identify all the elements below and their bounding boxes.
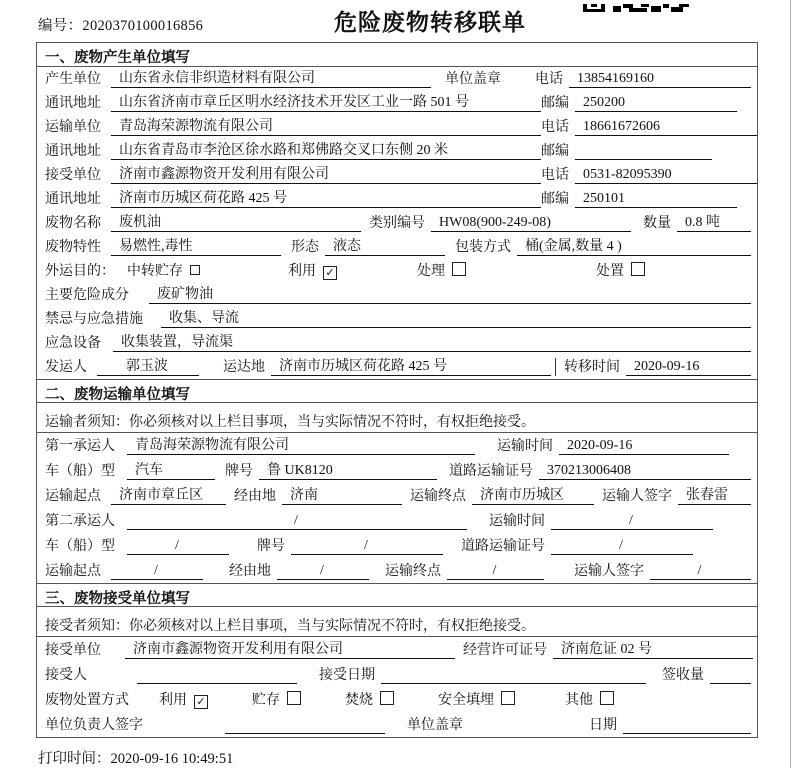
field-label: 运输时间: [497, 439, 553, 454]
field-label: 邮编: [541, 96, 569, 111]
field-value: 济南危证 02 号: [553, 641, 753, 659]
row-first-vehicle: [37, 458, 757, 483]
field-label: 车（船）型: [45, 539, 115, 554]
field-value: [137, 668, 297, 684]
row-second-vehicle: [37, 533, 757, 558]
field-value: 郭玉波: [97, 358, 199, 376]
field-label: 邮编: [541, 144, 569, 159]
option-label: 利用: [288, 264, 316, 279]
serial-number: 2020370100016856: [82, 18, 204, 34]
checkbox-option: [565, 691, 614, 709]
field-value: 济南市章丘区: [111, 487, 226, 505]
field-label: 牌号: [225, 464, 253, 479]
field-value: 13854169160: [569, 70, 751, 88]
field-label: 经由地: [229, 564, 271, 579]
field-value: 370213006408: [539, 462, 751, 480]
checkbox-icon: [600, 691, 614, 705]
field-value: /: [111, 562, 203, 580]
row-transporter-address: [37, 139, 757, 163]
field-value: 废矿物油: [149, 286, 751, 304]
row-accept-person: [37, 662, 757, 687]
row-producer: [37, 67, 757, 91]
checkbox-icon: [380, 691, 394, 705]
field-label: 通讯地址: [45, 144, 101, 159]
section-3-title: 三、废物接受单位填写: [37, 583, 757, 607]
field-label: 签收量: [662, 668, 704, 683]
document-serial: [38, 14, 203, 35]
field-label: 电话: [541, 120, 569, 135]
field-label: 包装方式: [455, 240, 511, 255]
field-label: 车（船）型: [45, 464, 115, 479]
qr-code-icon: [583, 0, 690, 9]
field-label: 运输单位: [45, 120, 101, 135]
checkbox-icon: [501, 691, 515, 705]
field-label: 经营许可证号: [463, 643, 547, 658]
field-value: 济南市历城区: [472, 487, 594, 505]
field-value: /: [291, 537, 443, 555]
field-label: 接受人: [45, 668, 87, 683]
seal-label: 单位盖章: [407, 718, 463, 733]
section-2-title: 二、废物运输单位填写: [37, 379, 757, 403]
field-value: 山东省济南市章丘区明水经济技术开发区工业一路 501 号: [111, 94, 541, 112]
option-label: 处理: [417, 264, 445, 279]
field-value: 收集、导流: [161, 310, 751, 328]
field-value: HW08(900-249-08): [431, 214, 631, 232]
field-label: 经由地: [234, 489, 276, 504]
row-producer-address: [37, 91, 757, 115]
phone-group: [535, 70, 751, 88]
checkbox-option: [252, 691, 301, 709]
row-first-carrier: [37, 433, 757, 458]
field-value: /: [127, 537, 229, 555]
checkbox-option: [438, 691, 515, 709]
field-value: 0531-82095390: [575, 166, 757, 184]
field-label: 禁忌与应急措施: [45, 312, 143, 327]
field-label: 邮编: [541, 192, 569, 207]
field-label: 运输终点: [410, 489, 466, 504]
field-label: 日期: [589, 718, 617, 733]
field-label: 运输人签字: [574, 564, 644, 579]
row-accept-unit: [37, 637, 757, 662]
checkbox-icon: [190, 265, 200, 275]
checkbox-option: [345, 691, 394, 709]
field-value: 鲁 UK8120: [259, 462, 437, 480]
option-label: 安全填埋: [438, 693, 494, 708]
field-label: 接受单位: [45, 168, 101, 183]
option-label: 焚烧: [345, 693, 373, 708]
field-value: [623, 718, 751, 734]
row-waste-name: [37, 211, 757, 235]
field-label: 单位负责人签字: [45, 718, 143, 733]
option-label: 中转贮存: [127, 264, 183, 279]
field-value: 液态: [325, 238, 445, 256]
field-label: 产生单位: [45, 72, 101, 87]
field-value: [225, 718, 385, 734]
field-label: 电话: [541, 168, 569, 183]
zip-group: [541, 190, 757, 208]
row-second-carrier: [37, 508, 757, 533]
checkbox-option: [288, 263, 337, 280]
page-title: 危险废物转移联单: [334, 10, 526, 35]
print-time-label: 打印时间：: [38, 751, 111, 767]
field-value: /: [650, 562, 751, 580]
field-value: 废机油: [111, 214, 361, 232]
field-value: 250200: [575, 94, 737, 112]
transfer-manifest-form: [36, 42, 758, 738]
row-receiver: [37, 163, 757, 187]
field-label: 废物名称: [45, 216, 101, 231]
field-value: /: [127, 512, 467, 530]
transporter-notice: 运输者须知：你必须核对以上栏目事项，当与实际情况不符时，有权拒绝接受。: [37, 403, 757, 433]
field-label: 运输时间: [489, 514, 545, 529]
field-label: 主要危险成分: [45, 288, 129, 303]
field-label: 第一承运人: [45, 439, 115, 454]
row-transporter: [37, 115, 757, 139]
cell-divider: [555, 358, 556, 376]
field-value: 汽车: [127, 462, 215, 480]
field-value: /: [447, 562, 544, 580]
row-dispatcher: [37, 355, 757, 379]
field-value: 济南市历城区荷花路 425 号: [111, 190, 541, 208]
field-value: [710, 668, 751, 684]
option-label: 其他: [565, 693, 593, 708]
serial-label: 编号：: [38, 18, 83, 34]
row-emergency-equipment: [37, 331, 757, 355]
checkbox-icon: [452, 262, 466, 276]
field-label: 类别编号: [369, 216, 425, 231]
option-label: 处置: [596, 264, 624, 279]
field-value: 张春雷: [678, 487, 751, 505]
row-first-route: [37, 483, 757, 508]
field-label: 道路运输证号: [449, 464, 533, 479]
field-label: 运输起点: [45, 489, 101, 504]
checkbox-option: [127, 263, 200, 280]
checkbox-option: [596, 262, 645, 280]
field-label: 接受日期: [319, 668, 375, 683]
checkbox-icon: [631, 262, 645, 276]
option-label: 贮存: [252, 693, 280, 708]
page-edge-divider: [790, 0, 791, 768]
field-label: 发运人: [45, 360, 87, 375]
field-value: 2020-09-16: [626, 358, 751, 376]
field-label: 道路运输证号: [461, 539, 545, 554]
field-value: 桶(金属,数量 4 ): [517, 238, 751, 256]
field-value: /: [551, 512, 713, 530]
checkbox-icon: [287, 691, 301, 705]
field-value: 收集装置，导流渠: [113, 334, 751, 352]
field-value: 2020-09-16: [559, 437, 729, 455]
field-label: 应急设备: [45, 336, 101, 351]
field-label: 运输起点: [45, 564, 101, 579]
row-second-route: [37, 558, 757, 583]
field-label: 第二承运人: [45, 514, 115, 529]
field-value: /: [551, 537, 693, 555]
row-receiver-address: [37, 187, 757, 211]
field-label: 牌号: [257, 539, 285, 554]
print-time-value: 2020-09-16 10:49:51: [110, 751, 234, 767]
field-label: 废物特性: [45, 240, 101, 255]
zip-group: [541, 143, 757, 160]
checkbox-option: [417, 262, 466, 280]
qr-code-fragment: [583, 4, 690, 13]
field-label: 运输人签字: [602, 489, 672, 504]
receiver-notice: 接受者须知：你必须核对以上栏目事项，当与实际情况不符时，有权拒绝接受。: [37, 607, 757, 637]
print-time: [38, 747, 233, 768]
field-label: 运输终点: [385, 564, 441, 579]
checkbox-option: [159, 692, 208, 709]
row-waste-character: [37, 235, 757, 259]
seal-label: 单位盖章: [445, 72, 501, 87]
field-label: 形态: [291, 240, 319, 255]
field-label: 运达地: [223, 360, 265, 375]
field-label: 外运目的：: [45, 264, 115, 279]
row-disposal-method: [37, 687, 757, 712]
field-value: 济南市鑫源物资开发利用有限公司: [111, 166, 541, 184]
field-value: 18661672606: [575, 118, 757, 136]
zip-group: [541, 94, 757, 112]
checkbox-icon: ✓: [194, 695, 208, 709]
field-value: 济南市历城区荷花路 425 号: [271, 358, 551, 376]
section-1-title: 一、废物产生单位填写: [37, 43, 757, 67]
row-responsible-signature: [37, 712, 757, 737]
field-value: [575, 144, 712, 160]
field-label: 电话: [535, 72, 563, 87]
field-value: [381, 668, 646, 684]
row-hazard-component: [37, 283, 757, 307]
field-value: 青岛海荣源物流有限公司: [111, 118, 541, 136]
field-value: /: [277, 562, 369, 580]
option-label: 利用: [159, 693, 187, 708]
row-transfer-purpose: [37, 259, 757, 283]
field-label: 通讯地址: [45, 96, 101, 111]
phone-group: [541, 118, 757, 136]
field-label: 通讯地址: [45, 192, 101, 207]
phone-group: [541, 166, 757, 184]
row-emergency-measures: [37, 307, 757, 331]
field-value: 山东省青岛市李沧区徐水路和郑佛路交叉口东侧 20 米: [111, 142, 541, 160]
field-value: 青岛海荣源物流有限公司: [127, 437, 475, 455]
field-label: 接受单位: [45, 643, 101, 658]
field-value: 0.8 吨: [677, 214, 751, 232]
checkbox-icon: ✓: [323, 266, 337, 280]
field-label: 数量: [643, 216, 671, 231]
field-label: 转移时间: [564, 360, 620, 375]
field-label: 废物处置方式: [45, 693, 129, 708]
field-value: 山东省永信非织造材料有限公司: [111, 70, 431, 88]
field-value: 250101: [575, 190, 737, 208]
field-value: 济南: [282, 487, 402, 505]
field-value: 易燃性,毒性: [111, 238, 281, 256]
field-value: 济南市鑫源物资开发利用有限公司: [125, 641, 455, 659]
